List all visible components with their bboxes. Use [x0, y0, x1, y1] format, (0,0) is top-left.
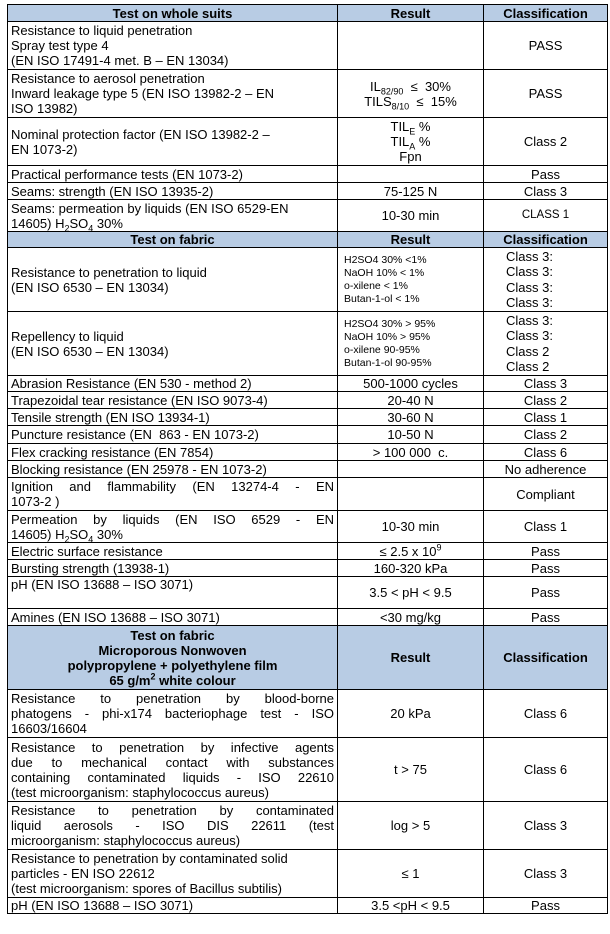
table-row [8, 478, 608, 511]
test-cell [8, 738, 338, 802]
classification-line: Class 3: [506, 312, 553, 328]
classification-cell: Pass [484, 609, 608, 626]
result-text: ≤ 30% [403, 78, 451, 94]
test-line: (EN ISO 6530 – EN 13034) [11, 343, 169, 359]
header-test-fabric: Test on fabric [8, 232, 338, 248]
classification-cell: Class 6 [484, 690, 608, 738]
result-cell: <30 mg/kg [338, 609, 484, 626]
table-row [8, 70, 608, 118]
test-cell: Flex cracking resistance (EN 7854) [8, 444, 338, 461]
table-row [8, 376, 608, 392]
test-line: Resistance to liquid penetration [11, 23, 193, 38]
test-line: due to mechanical contact with substances [11, 754, 334, 770]
table-row [8, 444, 608, 461]
table-row [8, 898, 608, 914]
test-line: phatogens - phi-x174 bacteriophage test - ISO [11, 706, 334, 721]
table-row [8, 560, 608, 577]
result-line: Butan-1-ol 90-95% [344, 356, 432, 369]
result-cell: 75-125 N [338, 183, 484, 200]
result-text: TIL [390, 134, 410, 149]
header-test-whole-suits: Test on whole suits [8, 5, 338, 22]
result-cell: 10-30 min [338, 200, 484, 232]
test-line: Spray test type 4 [11, 38, 109, 53]
test-cell: Trapezoidal tear resistance (EN ISO 9073-4) [8, 392, 338, 409]
classification-cell: Pass [484, 166, 608, 183]
test-cell [8, 478, 338, 511]
test-line: Resistance to penetration by contaminated solid [11, 851, 288, 866]
test-cell [8, 248, 338, 312]
classification-cell: Pass [484, 577, 608, 609]
test-cell [8, 22, 338, 70]
test-cell: Seams: strength (EN ISO 13935-2) [8, 183, 338, 200]
test-cell [8, 511, 338, 543]
result-line [341, 78, 480, 97]
test-cell: Bursting strength (13938-1) [8, 560, 338, 577]
table-row [8, 690, 608, 738]
test-line: Resistance to penetration by infective agents [11, 739, 334, 755]
test-cell: Blocking resistance (EN 25978 - EN 1073-2) [8, 461, 338, 478]
header-line: Test on fabric [130, 627, 215, 643]
test-subscript: 2 [64, 534, 70, 543]
result-text: IL [370, 78, 381, 94]
test-line: liquid aerosols - ISO DIS 22611 (test [11, 818, 334, 833]
result-cell [338, 461, 484, 478]
test-line: (EN ISO 17491-4 met. B – EN 13034) [11, 53, 229, 68]
test-text: 30% [93, 526, 123, 542]
table-row [8, 738, 608, 802]
result-cell [338, 312, 484, 376]
result-cell: log > 5 [338, 802, 484, 850]
test-cell: Practical performance tests (EN 1073-2) [8, 166, 338, 183]
table-row [8, 802, 608, 850]
test-line: Permeation by liquids (EN ISO 6529 - EN [11, 511, 334, 527]
test-line: (test microorganism: staphylococcus aureus) [11, 784, 269, 800]
table-row [8, 543, 608, 560]
classification-line: Class 3: [506, 328, 553, 343]
result-text: TILS [364, 93, 392, 109]
classification-cell [484, 248, 608, 312]
result-subscript: E [409, 126, 416, 137]
header-text: white colour [155, 672, 236, 688]
result-cell [338, 166, 484, 183]
test-cell [8, 118, 338, 166]
classification-cell: Class 3 [484, 850, 608, 898]
table-row [8, 409, 608, 426]
result-text: ≤ 15% [409, 93, 457, 109]
test-text: 14605) H [11, 215, 65, 231]
result-text: TIL [390, 119, 410, 134]
test-line: Resistance to penetration by blood-borne [11, 691, 334, 706]
result-cell: > 100 000 c. [338, 444, 484, 461]
result-cell: 3.5 <pH < 9.5 [338, 898, 484, 914]
result-cell [338, 118, 484, 166]
classification-line: Class 3: [506, 264, 553, 279]
test-cell: pH (EN ISO 13688 – ISO 3071) [8, 577, 338, 609]
classification-line: Class 3: [506, 279, 553, 295]
result-line: o-xilene < 1% [344, 279, 408, 292]
header-line [11, 673, 334, 688]
test-line: Resistance to penetration by contaminated [11, 803, 334, 818]
classification-cell: Class 6 [484, 738, 608, 802]
test-line: Inward leakage type 5 (EN ISO 13982-2 – EN [11, 86, 275, 101]
test-subscript: 4 [88, 534, 94, 543]
test-line: Seams: permeation by liquids (EN ISO 6529-EN [11, 200, 289, 216]
classification-cell: Class 6 [484, 444, 608, 461]
test-line [11, 527, 334, 542]
test-line [11, 216, 334, 231]
classification-cell: Class 3 [484, 183, 608, 200]
classification-cell: Class 3 [484, 376, 608, 392]
result-line: H2SO4 30% > 95% [344, 317, 436, 330]
header-line: polypropylene + polyethylene film [67, 657, 278, 673]
result-cell: 10-30 min [338, 511, 484, 543]
test-line: ISO 13982) [11, 101, 78, 116]
classification-cell: Class 1 [484, 409, 608, 426]
spec-sheet [7, 4, 607, 914]
header-line: Microporous Nonwoven [98, 642, 247, 658]
result-line: NaOH 10% < 1% [344, 266, 425, 279]
result-cell: ≤ 1 [338, 850, 484, 898]
test-line: Ignition and flammability (EN 13274-4 - EN [11, 479, 334, 494]
test-cell [8, 70, 338, 118]
test-cell [8, 850, 338, 898]
classification-line: Class 3: [506, 295, 553, 310]
test-line: particles - EN ISO 22612 [11, 866, 155, 881]
result-subscript: 8/10 [391, 101, 410, 112]
test-cell [8, 690, 338, 738]
result-cell [338, 248, 484, 312]
classification-line: Class 3: [506, 248, 553, 264]
test-subscript: 2 [64, 223, 70, 232]
classification-cell: Compliant [484, 478, 608, 511]
result-subscript: 82/90 [380, 86, 404, 97]
result-line: H2SO4 30% <1% [344, 253, 427, 266]
table-row [8, 166, 608, 183]
table-row [8, 609, 608, 626]
test-cell [8, 802, 338, 850]
test-line: (EN ISO 6530 – EN 13034) [11, 279, 169, 295]
classification-line: Class 2 [506, 359, 550, 374]
header-row-nonwoven [8, 626, 608, 690]
result-cell: 10-50 N [338, 426, 484, 444]
table-row [8, 183, 608, 200]
classification-cell: Pass [484, 560, 608, 577]
table-row [8, 511, 608, 543]
result-cell [338, 70, 484, 118]
table-row [8, 426, 608, 444]
header-superscript: 2 [150, 671, 156, 682]
classification-cell [484, 312, 608, 376]
header-row-whole-suits [8, 5, 608, 22]
result-text: ≤ 2.5 x 10 [379, 543, 437, 559]
result-cell [338, 22, 484, 70]
test-text: 14605) H [11, 526, 65, 542]
classification-cell: Pass [484, 898, 608, 914]
classification-cell: PASS [484, 70, 608, 118]
classification-cell: Class 3 [484, 802, 608, 850]
result-cell: 30-60 N [338, 409, 484, 426]
result-cell: 500-1000 cycles [338, 376, 484, 392]
table-row [8, 118, 608, 166]
result-line: o-xilene 90-95% [344, 343, 420, 356]
result-cell [338, 478, 484, 511]
result-cell: 3.5 < pH < 9.5 [338, 577, 484, 609]
test-cell [8, 200, 338, 232]
result-superscript: 9 [436, 542, 442, 553]
test-line: microorganism: staphylococcus aureus) [11, 833, 241, 848]
header-result: Result [338, 626, 484, 690]
classification-cell: Class 2 [484, 426, 608, 444]
result-line [341, 93, 480, 112]
classification-cell: Class 2 [484, 392, 608, 409]
test-cell: Tensile strength (EN ISO 13934-1) [8, 409, 338, 426]
test-line: Nominal protection factor (EN ISO 13982-2 – [11, 126, 270, 142]
header-row-fabric [8, 232, 608, 248]
table-row [8, 22, 608, 70]
table-row [8, 248, 608, 312]
result-subscript: A [409, 141, 416, 152]
test-cell: Abrasion Resistance (EN 530 - method 2) [8, 376, 338, 392]
result-line: Butan-1-ol < 1% [344, 292, 420, 305]
test-line: 16603/16604 [11, 721, 87, 736]
classification-cell: CLASS 1 [484, 200, 608, 232]
table-row [8, 392, 608, 409]
test-cell: pH (EN ISO 13688 – ISO 3071) [8, 898, 338, 914]
test-line: EN 1073-2) [11, 141, 78, 157]
test-line: (test microorganism: spores of Bacillus subtilis) [11, 881, 282, 896]
specification-table [7, 4, 608, 914]
classification-cell: Class 2 [484, 118, 608, 166]
test-cell: Amines (EN ISO 13688 – ISO 3071) [8, 609, 338, 626]
header-text: 65 g/m [109, 672, 151, 688]
result-cell: 20-40 N [338, 392, 484, 409]
result-cell: 20 kPa [338, 690, 484, 738]
header-classification: Classification [484, 5, 608, 22]
test-text: 30% [93, 215, 123, 231]
classification-cell: Class 1 [484, 511, 608, 543]
test-line: 1073-2 ) [11, 494, 60, 509]
classification-cell: Pass [484, 543, 608, 560]
table-row [8, 850, 608, 898]
test-cell: Electric surface resistance [8, 543, 338, 560]
test-line: Resistance to penetration to liquid [11, 264, 207, 280]
table-row [8, 200, 608, 232]
test-cell: Puncture resistance (EN 863 - EN 1073-2) [8, 426, 338, 444]
classification-cell: No adherence [484, 461, 608, 478]
result-line [341, 134, 480, 152]
table-row [8, 461, 608, 478]
classification-cell: PASS [484, 22, 608, 70]
test-line: containing contaminated liquids - ISO 22610 [11, 769, 334, 785]
test-text: SO [69, 215, 89, 231]
result-cell: 160-320 kPa [338, 560, 484, 577]
test-line: Repellency to liquid [11, 328, 124, 344]
result-cell [338, 543, 484, 560]
header-classification: Classification [484, 232, 608, 248]
result-line: NaOH 10% > 95% [344, 330, 431, 343]
test-subscript: 4 [88, 223, 94, 232]
header-result: Result [338, 232, 484, 248]
result-text: % [415, 134, 431, 149]
result-line [341, 119, 480, 137]
header-classification: Classification [484, 626, 608, 690]
test-cell [8, 312, 338, 376]
classification-line: Class 2 [506, 343, 550, 359]
header-test-nonwoven [8, 626, 338, 690]
result-text: % [415, 119, 431, 134]
header-result: Result [338, 5, 484, 22]
result-cell: t > 75 [338, 738, 484, 802]
test-text: SO [69, 526, 89, 542]
test-line: Resistance to aerosol penetration [11, 71, 205, 86]
table-row [8, 312, 608, 376]
table-row [8, 577, 608, 609]
result-line: Fpn [399, 149, 422, 164]
